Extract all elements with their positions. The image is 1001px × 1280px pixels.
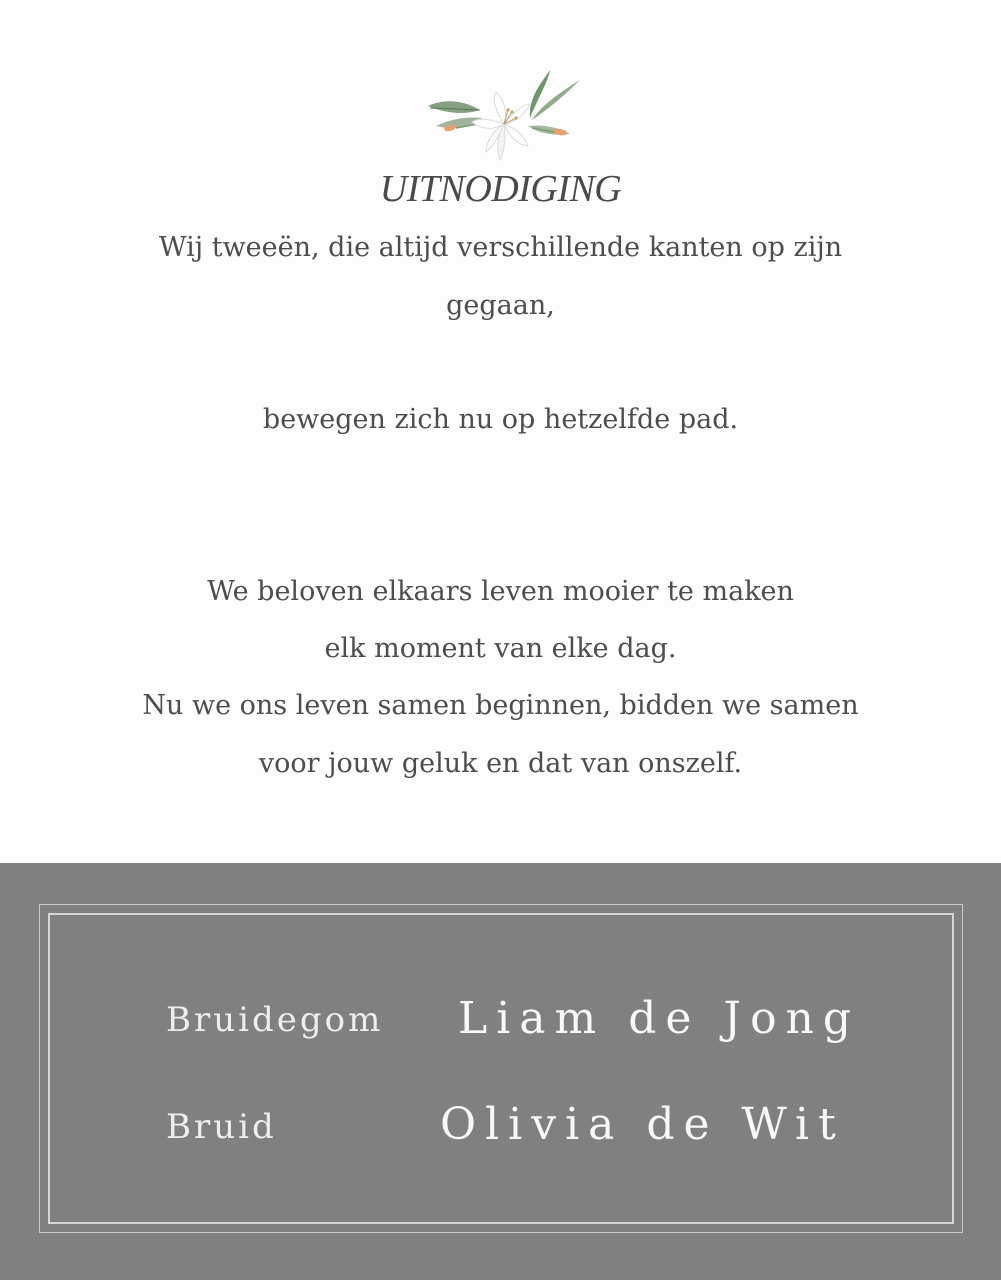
invitation-line: elk moment van elke dag. [324, 633, 677, 664]
groom-label: Bruidegom [166, 1000, 384, 1040]
invitation-line: voor jouw geluk en dat van onszelf. [258, 748, 743, 779]
panel-frame-inner [48, 913, 954, 1224]
invitation-title: UITNODIGING [379, 168, 622, 210]
invitation-line: We beloven elkaars leven mooier te maken [207, 576, 794, 607]
invitation-line: Wij tweeën, die altijd verschillende kanten op zijn [158, 232, 843, 263]
groom-name: Liam de Jong [458, 993, 861, 1044]
bride-label: Bruid [166, 1107, 277, 1147]
bride-name: Olivia de Wit [440, 1099, 845, 1150]
lily-flower-icon [420, 68, 584, 162]
invitation-line: Nu we ons leven samen beginnen, bidden we samen [142, 690, 859, 721]
invitation-line: gegaan, [446, 290, 555, 321]
invitation-line: bewegen zich nu op hetzelfde pad. [262, 404, 739, 435]
couple-panel [0, 863, 1001, 1280]
